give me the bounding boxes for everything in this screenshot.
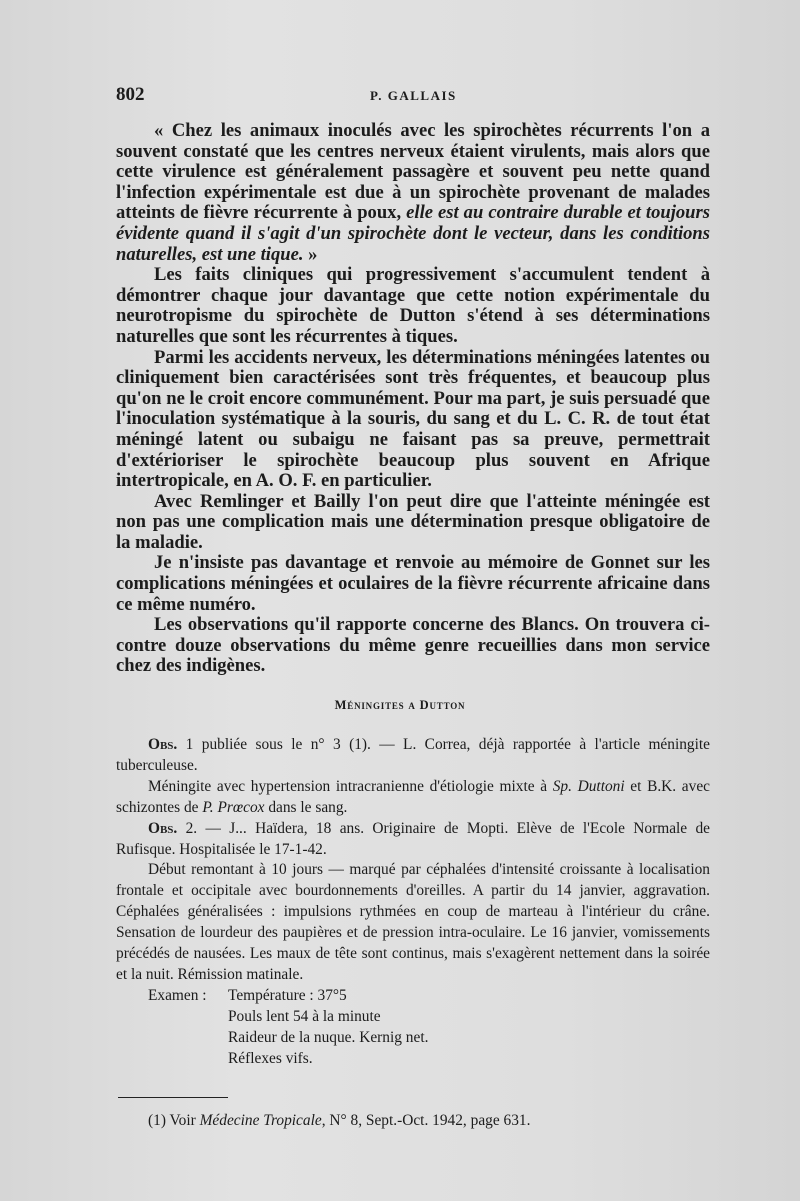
meningitis-description: Méningite avec hypertension intracranienne d'étiologie mixte à Sp. Duttoni et B.K. avec schizontes de P. Prœcox dans le sang. (116, 777, 710, 816)
examination-label: Examen : (148, 986, 207, 1004)
paragraph-remlinger: Avec Remlinger et Bailly l'on peut dire que l'atteinte méningée est non pas une complication mais une détermination presque obligatoire de la maladie. (116, 490, 710, 553)
obs-text: 1 publiée sous le n° 3 (1). — L. Correa, déjà rapportée à l'article méningite tuberculeuse. (116, 736, 710, 774)
page-header (116, 84, 710, 108)
exam-line: Pouls lent 54 à la minute (228, 1007, 381, 1025)
paragraph-clinical-facts: Les faits cliniques qui progressivement s'accumulent tendent à démontrer chaque jour davantage que cette notion expérimentale du neurotropisme du spirochète de Dutton s'étend à ses déterminations naturelles que sont les récurrentes à tiques. (116, 264, 710, 347)
quote-close: » (303, 243, 318, 265)
footnote: (1) Voir Médecine Tropicale, N° 8, Sept.-Oct. 1942, page 631. (148, 1112, 531, 1129)
examination-lines (228, 986, 428, 1070)
quote-text: « Chez les animaux inoculés avec les spirochètes récurrents l'on a souvent constaté que les centres nerveux étaient virulents, mais alors que cette virulence est généralement passagère et souvent peu nette quand l'infection expérimentale est due à un spirochète provenant de malades atteints de fièvre récurrente à poux, (116, 120, 710, 224)
running-head: P. GALLAIS (370, 88, 457, 103)
obs-label: Obs. (148, 736, 178, 753)
section-heading: Méningites a Dutton (334, 698, 466, 712)
onset-description: Début remontant à 10 jours — marqué par céphalées d'intensité croissante à localisation frontale et occipitale avec bourdonnements d'oreilles. A partir du 14 janvier, aggravation. Céphalées généralisées : impulsions rythmées en coup de marteau à l'intérieur du crâne. Sensation de lourdeur des paupières et de pression intra-oculaire. Le 16 janvier, vomissements précédés de nausées. Les maux de tête sont continus, mais s'exagèrent nettement dans la soirée et la nuit. Rémission matinale. (116, 861, 710, 983)
examination-block (116, 986, 710, 1070)
exam-line: Raideur de la nuque. Kernig net. (228, 1028, 429, 1046)
obs-label: Obs. (148, 819, 178, 837)
body-text (116, 121, 710, 677)
quote-italic-text: elle est au contraire durable et toujours évidente quand il s'agit d'un spirochète dont le vecteur, dans les conditions naturelles, est une tique. (116, 202, 710, 265)
journal-title: Médecine Tropicale (199, 1112, 322, 1129)
observation-2 (116, 819, 710, 861)
exam-line: Réflexes vifs. (228, 1049, 313, 1067)
paragraph-observations: Les observations qu'il rapporte concerne des Blancs. On trouvera ci-contre douze observations du même genre recueillies dans mon service chez des indigènes. (116, 614, 710, 677)
obs-text: 2. — J... Haïdera, 18 ans. Originaire de Mopti. Elève de l'Ecole Normale de Rufisque. Hospitalisée le 17-1-42. (116, 819, 710, 858)
observation-text (116, 735, 710, 1070)
observation-1 (116, 735, 710, 777)
page-number: 802 (116, 84, 145, 105)
quote-paragraph (116, 121, 710, 265)
paragraph-nervous-accidents: Parmi les accidents nerveux, les déterminations méningées latentes ou cliniquement bien caractérisées sont très fréquentes, et beaucoup plus qu'on ne le croit encore communément. Pour ma part, je suis persuadé que l'inoculation systématique à la souris, du sang et du L. C. R. de tout état méningé latent ou subaigu ne faisant pas sa preuve, permettrait d'extérioriser le spirochète beaucoup plus souvent en Afrique intertropicale, en A. O. F. en particulier. (116, 346, 710, 492)
paragraph-gonnet: Je n'insiste pas davantage et renvoie au mémoire de Gonnet sur les complications méningées et oculaires de la fièvre récurrente africaine dans ce même numéro. (116, 552, 710, 615)
footnote-rule (118, 1097, 228, 1098)
exam-line: Température : 37°5 (228, 986, 347, 1004)
